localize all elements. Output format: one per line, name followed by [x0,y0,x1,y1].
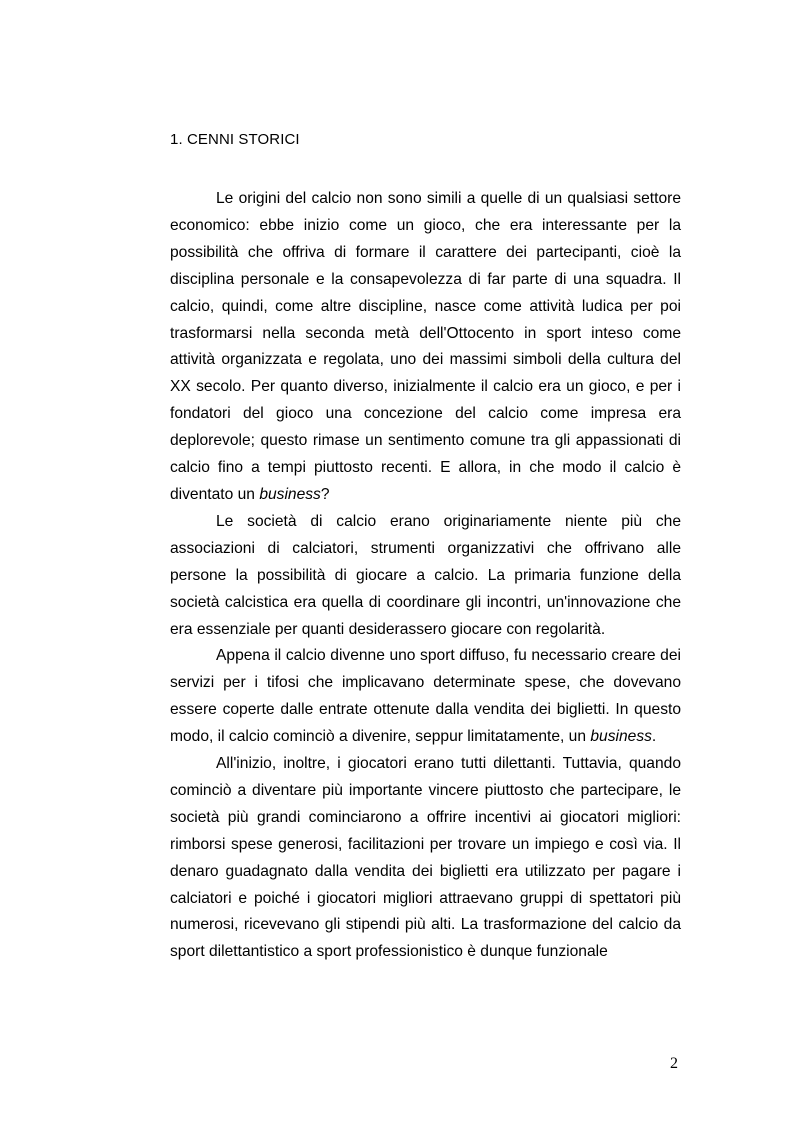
paragraph-text: All'inizio, inoltre, i giocatori erano tutti dilettanti. Tuttavia, quando cominciò a diventare più importante vincere piuttosto che partecipare, le società più grandi cominciarono a offrire incentivi ai giocatori migliori: rimborsi spese generosi, facilitazioni per trovare un impiego e così via. Il denaro guadagnato dalla vendita dei biglietti era utilizzato per pagare i calciatori e poiché i giocatori migliori attraevano gruppi di spettatori più numerosi, ricevevano gli stipendi più alti. La trasformazione del calcio da sport dilettantistico a sport professionistico è dunque funzionale [170,755,681,961]
paragraph-text: Appena il calcio divenne uno sport diffuso, fu necessario creare dei servizi per i tifosi che implicavano determinate spese, che dovevano essere coperte dalle entrate ottenute dalla vendita dei biglietti. In questo modo, il calcio cominciò a divenire, seppur limitatamente, un [170,647,681,746]
paragraph [170,509,681,644]
emphasis-text: business [259,485,321,503]
emphasis-text: business [590,728,652,746]
paragraph [170,186,681,509]
paragraph-text-end: . [651,728,657,746]
paragraph [170,643,681,751]
body-text [170,186,681,966]
page-number: 2 [670,1055,678,1072]
section-heading: 1. CENNI STORICI [170,131,300,148]
paragraph-text: Le società di calcio erano originariamente niente più che associazioni di calciatori, strumenti organizzativi che offrivano alle persone la possibilità di giocare a calcio. La primaria funzione della società calcistica era quella di coordinare gli incontri, un'innovazione che era essenziale per quanti desiderassero giocare con regolarità. [170,512,681,638]
paragraph [170,751,681,966]
paragraph-text-end: ? [320,485,330,503]
paragraph-text: Le origini del calcio non sono simili a quelle di un qualsiasi settore economico: ebbe inizio come un gioco, che era interessante per la possibilità che offriva di formare il carattere dei partecipanti, cioè la disciplina personale e la consapevolezza di far parte di una squadra. Il calcio, quindi, come altre discipline, nasce come attività ludica per poi trasformarsi nella seconda metà dell'Ottocento in sport inteso come attività organizzata e regolata, uno dei massimi simboli della cultura del XX secolo. Per quanto diverso, inizialmente il calcio era un gioco, e per i fondatori del gioco una concezione del calcio come impresa era deplorevole; questo rimase un sentimento comune tra gli appassionati di calcio fino a tempi piuttosto recenti. E allora, in che modo il calcio è diventato un [170,190,681,503]
